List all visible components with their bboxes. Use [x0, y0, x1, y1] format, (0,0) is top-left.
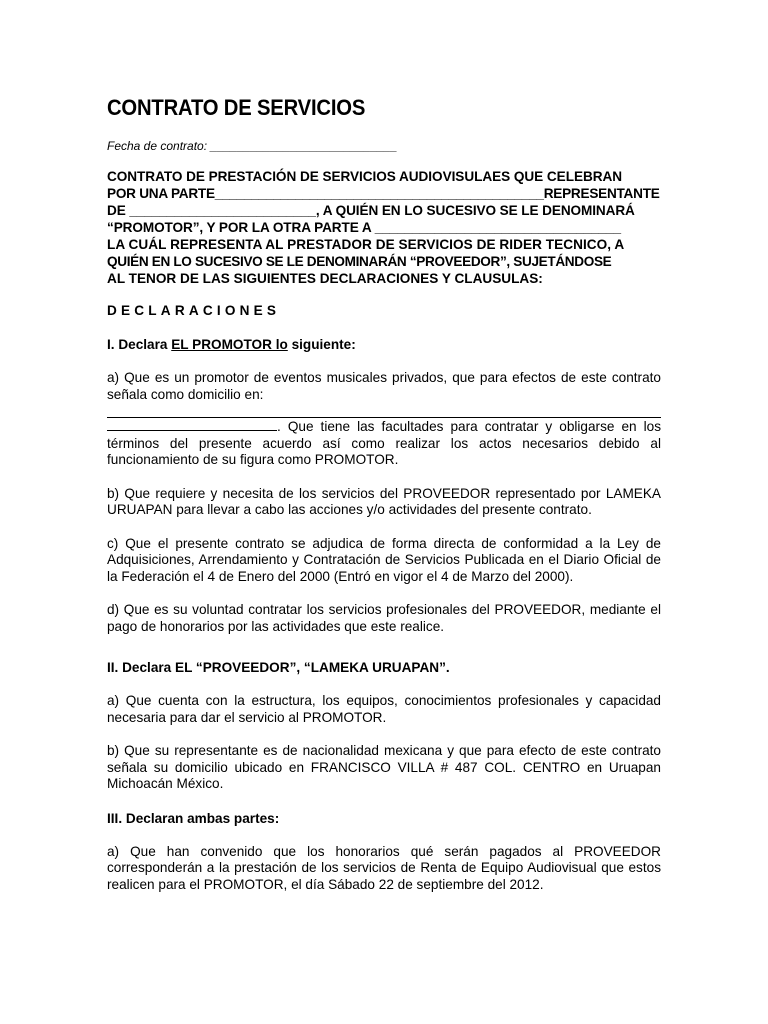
- section-1-item-a: [107, 370, 661, 469]
- section-1-item-d: d) Que es su voluntad contratar los servicios profesionales del PROVEEDOR, mediante el pago de honorarios por las actividades que este realice.: [107, 602, 661, 634]
- intro-line-4: “PROMOTOR”, Y POR LA OTRA PARTE A _________________________________: [107, 220, 621, 235]
- section-3-heading: III. Declaran ambas partes:: [107, 810, 280, 826]
- intro-line-1: CONTRATO DE PRESTACIÓN DE SERVICIOS AUDIOVISULAES QUE CELEBRAN: [107, 169, 623, 184]
- section-1-item-a-text: a) Que es un promotor de eventos musicales privados, que para efectos de este contrato señala como domicilio en:: [107, 370, 661, 402]
- section-2-item-b: b) Que su representante es de nacionalidad mexicana y que para efecto de este contrato señala su domicilio ubicado en FRANCISCO VILLA # 487 COL. CENTRO en Uruapan Michoacán México.: [107, 743, 661, 791]
- intro-line-6: QUIÉN EN LO SUCESIVO SE LE DENOMINARÁN “PROVEEDOR”, SUJETÁNDOSE: [107, 254, 612, 269]
- section-1-item-c: c) Que el presente contrato se adjudica de forma directa de conformidad a la Ley de Adquisiciones, Arrendamiento y Contratación de Servicios Publicada en el Diario Oficial de la Federación el 4 de Enero del 2000 (Entró en vigor el 4 de Marzo del 2000).: [107, 535, 661, 584]
- contract-intro: [107, 168, 661, 287]
- section-1-heading-underlined: EL PROMOTOR lo: [171, 337, 288, 352]
- section-1-item-a-continuation: . Que tiene las facultades para contratar y obligarse en los términos del presente acuerdo así como realizar los actos necesarios debido al funcionamiento de su figura como PROMOTOR.: [107, 419, 661, 467]
- section-1-item-b: b) Que requiere y necesita de los servicios del PROVEEDOR representado por LAMEKA URUAPAN para llevar a cabo las acciones y/o actividades del presente contrato.: [107, 485, 661, 517]
- section-1-heading: [107, 336, 661, 353]
- section-2-heading: II. Declara EL “PROVEEDOR”, “LAMEKA URUAPAN”.: [107, 660, 450, 675]
- intro-line-5: LA CUÁL REPRESENTA AL PRESTADOR DE SERVICIOS DE RIDER TECNICO, A: [107, 237, 625, 252]
- address-blank-inline: [107, 418, 277, 431]
- document-title: CONTRATO DE SERVICIOS: [107, 95, 366, 120]
- declaraciones-heading: DECLARACIONES: [107, 303, 281, 318]
- intro-line-3: DE _________________________, A QUIÉN EN LO SUCESIVO SE LE DENOMINARÁ: [107, 203, 635, 218]
- contract-date-field: Fecha de contrato: ____________________________: [107, 139, 398, 153]
- section-1-heading-prefix: I. Declara: [107, 337, 172, 352]
- section-3-item-a: a) Que han convenido que los honorarios qué serán pagados al PROVEEDOR corresponderán a la prestación de los servicios de Renta de Equipo Audiovisual que estos realicen para el PROMOTOR, el día Sábado 22 de septiembre del 2012.: [107, 843, 661, 892]
- section-2-item-a: a) Que cuenta con la estructura, los equipos, conocimientos profesionales y capacidad necesaria para dar el servicio al PROMOTOR.: [107, 693, 661, 725]
- section-1-heading-suffix: siguiente:: [287, 337, 356, 352]
- address-blank-line: [107, 403, 661, 418]
- contract-page: [107, 94, 661, 893]
- intro-line-7: AL TENOR DE LAS SIGUIENTES DECLARACIONES Y CLAUSULAS:: [107, 271, 543, 286]
- intro-line-2: POR UNA PARTE_____________________________________________REPRESENTANTE: [107, 186, 660, 201]
